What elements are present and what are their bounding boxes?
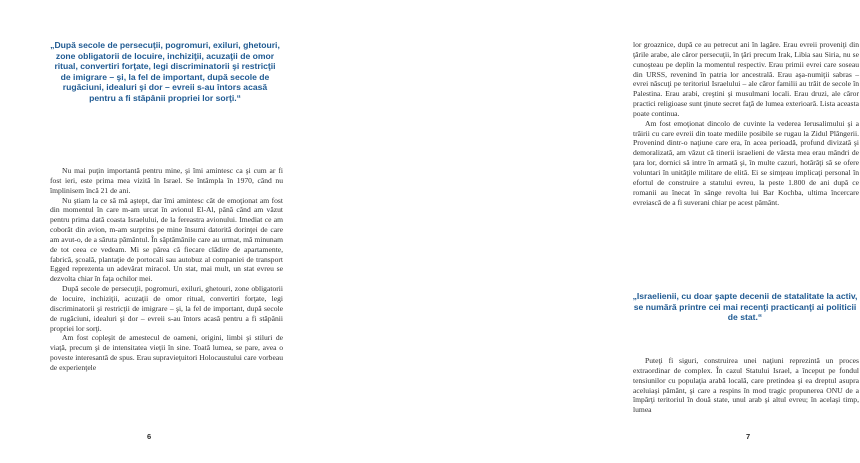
- left-page: [0, 0, 300, 463]
- body-text-right-top: [633, 40, 859, 207]
- body-text-right-bottom: [633, 356, 859, 415]
- pull-quote-right: „Israelienii, cu doar şapte decenii de statalitate la activ, se numără printre cei mai recenţi practicanţi ai politicii de stat.“: [632, 291, 858, 323]
- pull-quote-left: „După secole de persecuţii, pogromuri, exiluri, ghetouri, zone obligatorii de locuire, inchiziţii, acuzaţii de omor ritual, convertiri forţate, legi discriminatorii şi restricţii de imigrare – şi, la fel de important, după secole de rugăciuni, idealuri şi dor – evreii s-au întors acasă pentru a fi stăpânii propriei lor sorţi.“: [50, 40, 280, 103]
- paragraph: Nu ştiam la ce să mă aştept, dar îmi amintesc cât de emoţionat am fost din momentul în care m-am urcat în avionul El-Al, până când am văzut pentru prima dată coasta Israelului, de la fereastra avionului. Imediat ce am coborât din avion, m-am surprins pe mine însumi datorită dorinţei de care am avut-o, de a săruta pământul. În săptămânile care au urmat, mă minunam de tot ceea ce vedeam. Mi se părea că fiecare clădire de apartamente, fabrică, şcoală, plantaţie de portocali sau autobuz al companiei de transport Egged reprezenta un adevărat miracol. Un stat, mai mult, un stat evreu se dezvolta chiar în faţa ochilor mei.: [50, 195, 283, 284]
- paragraph: Puteţi fi siguri, construirea unei naţiuni reprezintă un proces extraordinar de complex. În cazul Statului Israel, a început pe fondul tensiunilor cu populaţia arabă locală, care pretindea şi ea dreptul asupra aceluiaşi pământ, şi care a respins în mod tragic propunerea ONU de a împărţi teritoriul în două state, unul arab şi altul evreu; în acelaşi timp, lumea: [633, 356, 859, 415]
- paragraph: Nu mai puţin importantă pentru mine, şi îmi amintesc ca şi cum ar fi fost ieri, este prima mea vizită în Israel. Se întâmpla în 1970, când nu împlinisem încă 21 de ani.: [50, 166, 283, 195]
- right-page: [300, 0, 859, 463]
- paragraph: lor groaznice, după ce au petrecut ani în lagăre. Erau evreii proveniţi din ţările arabe, ale căror persecuţii, în ţări precum Irak, Libia sau Siria, nu se cunoşteau pe deplin la momentul respectiv. Erau primii evrei care soseau din URSS, revenind în patria lor ancestrală. Erau aşa-numiţii sabras – evrei născuţi pe teritoriul Israelului – ale căror familii au trăit de secole în Palestina. Erau arabi, creştini şi musulmani locali. Erau druzi, ale căror practici religioase sunt ţinute secret faţă de lumea exterioară. Lista aceasta poate continua.: [633, 40, 859, 118]
- paragraph: Am fost copleşit de amestecul de oameni, origini, limbi şi stiluri de viaţă, precum şi de intensitatea vieţii în sine. Toată lumea, se pare, avea o poveste interesantă de spus. Erau supravieţuitori Holocaustului care vorbeau de experienţele: [50, 333, 283, 372]
- page-number-left: 6: [147, 432, 152, 441]
- body-text-left: [50, 166, 283, 373]
- paragraph: Am fost emoţionat dincolo de cuvinte la vederea Ierusalimului şi a trăirii cu care evreii din toate mediile posibile se rugau la Zidul Plângerii. Provenind dintr-o naţiune care era, în acea perioadă, profund divizată şi demoralizată, am văzut că tinerii israelieni de vârsta mea erau mândri de ţara lor, dornici să intre în armată şi, în multe cazuri, hotărâţi să se ofere voluntari în unităţile militare de elită. Ei se simţeau implicaţi personal în efortul de construire a statului evreu, la peste 1.800 de ani după ce romanii au înecat în sânge revolta lui Bar Kochba, ultima încercare evreiască de a fi suverani chiar pe acest pământ.: [633, 118, 859, 207]
- paragraph: După secole de persecuţii, pogromuri, exiluri, ghetouri, zone obligatorii de locuire, inchiziţii, acuzaţii de omor ritual, convertiri forţate, legi discriminatorii şi restricţii de imigrare – şi, la fel de important, după secole de rugăciuni, idealuri şi dor – evreii s-au întors acasă pentru a fi stăpânii propriei lor sorţi.: [50, 284, 283, 333]
- page-number-right: 7: [746, 432, 751, 441]
